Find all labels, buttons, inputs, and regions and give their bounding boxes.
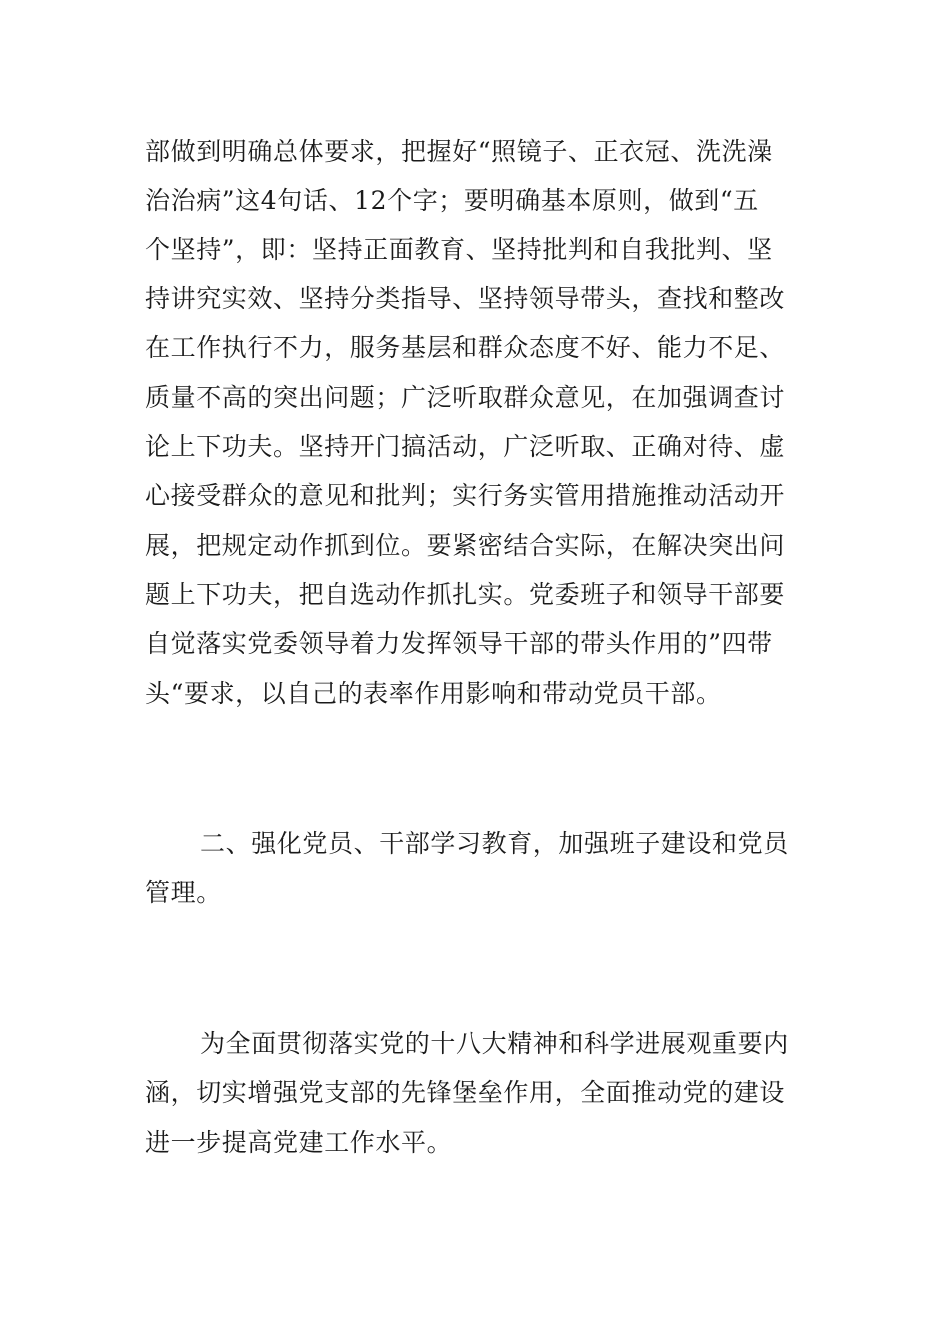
text-line: 头“要求，以自己的表率作用影响和带动党员干部。 [145, 679, 722, 708]
text-line: 展，把规定动作抓到位。要紧密结合实际，在解决突出问 [145, 531, 786, 560]
text-line: 治治病”这4句话、12个字；要明确基本原则，做到“五 [145, 186, 759, 215]
text-line: 部做到明确总体要求，把握好“照镜子、正衣冠、洗洗澡 [145, 137, 773, 166]
text-line: 题上下功夫，把自选动作抓扎实。党委班子和领导干部要 [145, 580, 786, 609]
text-line: 在工作执行不力，服务基层和群众态度不好、能力不足、 [145, 333, 786, 362]
text-line: 心接受群众的意见和批判；实行务实管用措施推动活动开 [145, 481, 786, 510]
heading-line: 管理。 [145, 878, 222, 907]
text-line: 为全面贯彻落实党的十八大精神和科学进展观重要内 [200, 1029, 789, 1058]
text-line: 论上下功夫。坚持开门搞活动，广泛听取、正确对待、虚 [145, 432, 786, 461]
text-line: 持讲究实效、坚持分类指导、坚持领导带头，查找和整改 [145, 284, 786, 313]
heading-line: 二、强化党员、干部学习教育，加强班子建设和党员 [200, 829, 789, 858]
text-line: 涵，切实增强党支部的先锋堡垒作用，全面推动党的建设 [145, 1078, 786, 1107]
text-line: 自觉落实党委领导着力发挥领导干部的带头作用的”四带 [145, 629, 773, 658]
text-line: 进一步提高党建工作水平。 [145, 1128, 453, 1157]
text-line: 质量不高的突出问题；广泛听取群众意见，在加强调查讨 [145, 383, 786, 412]
text-line: 个坚持”，即：坚持正面教育、坚持批判和自我批判、坚 [145, 235, 773, 264]
